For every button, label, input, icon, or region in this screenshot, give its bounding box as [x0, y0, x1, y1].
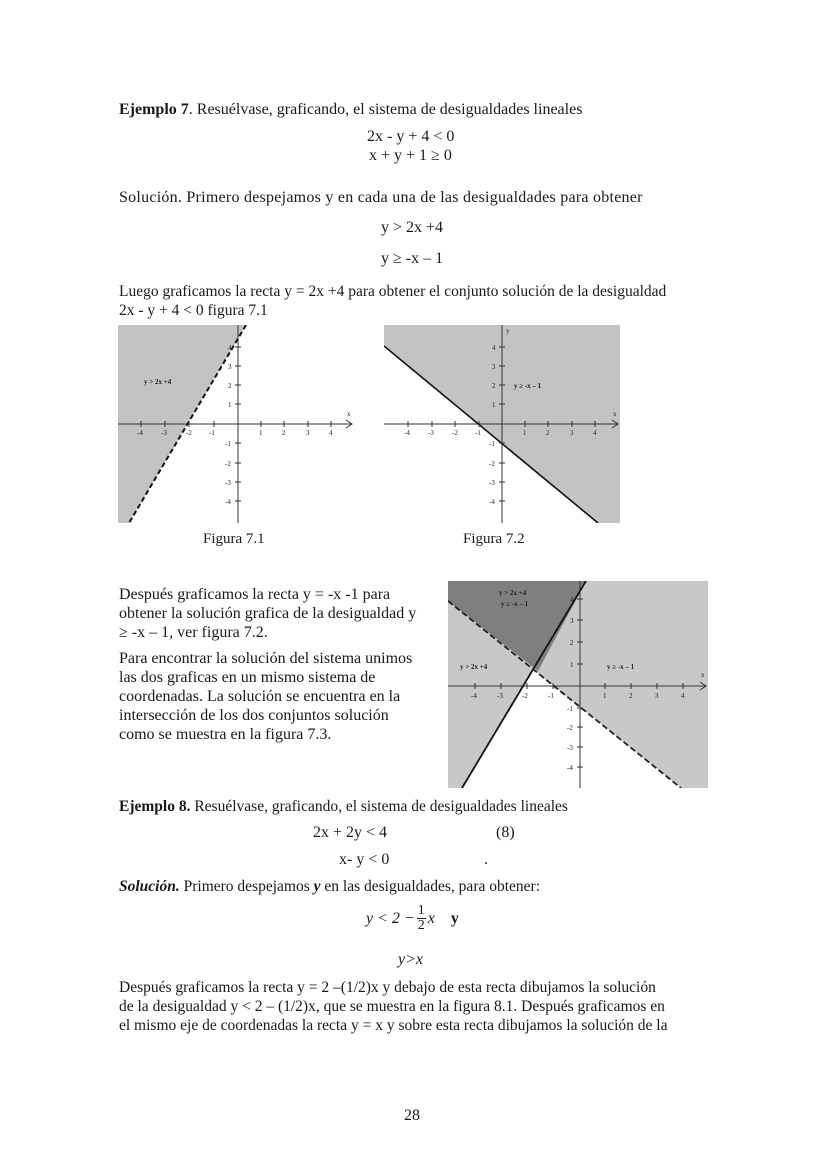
svg-text:-4: -4: [225, 498, 231, 506]
svg-text:4: 4: [228, 344, 232, 352]
svg-text:4: 4: [681, 692, 685, 700]
svg-text:x: x: [701, 671, 705, 679]
svg-text:-1: -1: [475, 429, 481, 437]
figure-7-3-graph: [448, 581, 708, 788]
svg-text:y: y: [506, 327, 510, 335]
svg-text:4: 4: [570, 596, 574, 604]
svg-text:2: 2: [570, 639, 574, 647]
svg-text:-1: -1: [567, 705, 573, 713]
svg-text:-2: -2: [489, 460, 495, 468]
example8-eq-1: 2x + 2y < 4: [313, 824, 388, 841]
svg-text:2: 2: [629, 692, 633, 700]
svg-text:2: 2: [282, 429, 286, 437]
region-label: y > 2x +4: [144, 378, 172, 386]
svg-text:-4: -4: [137, 429, 143, 437]
example8-solution-intro: Solución. Primero despejamos y en las desigualdades, para obtener:: [119, 878, 541, 895]
svg-text:3: 3: [228, 363, 232, 371]
figure-7-2-graph: [384, 325, 620, 523]
conjunction: y: [450, 910, 459, 927]
svg-text:4: 4: [492, 344, 496, 352]
svg-text:x: x: [613, 410, 617, 418]
solution-label: Solución.: [119, 878, 180, 895]
label-right: y ≥ -x – 1: [607, 663, 635, 671]
system-eq-2: x + y + 1 ≥ 0: [369, 147, 452, 164]
example8-eq-2: x- y < 0: [339, 851, 390, 868]
svg-text:-2: -2: [452, 429, 458, 437]
example7-intro: . Resuélvase, graficando, el sistema de desigualdades lineales: [188, 101, 583, 118]
svg-text:-3: -3: [489, 479, 495, 487]
svg-text:1: 1: [228, 401, 232, 409]
svg-text:-4: -4: [471, 692, 477, 700]
svg-text:4: 4: [593, 429, 597, 437]
svg-text:-1: -1: [225, 440, 231, 448]
svg-text:1: 1: [492, 401, 496, 409]
svg-text:1: 1: [259, 429, 263, 437]
svg-text:-3: -3: [161, 429, 167, 437]
page-number: 28: [404, 1107, 420, 1124]
svg-text:-1: -1: [209, 429, 215, 437]
svg-text:3: 3: [492, 363, 496, 371]
example7-label: Ejemplo 7: [119, 101, 189, 118]
svg-text:-4: -4: [404, 429, 410, 437]
inequality-1: y < 2 − $\frac{1}{2}$ x y: [366, 903, 459, 933]
svg-text:-1: -1: [548, 692, 554, 700]
svg-text:2: 2: [492, 382, 496, 390]
example8-heading: [119, 797, 568, 816]
example7-heading: [119, 100, 582, 119]
inequality-2: y>x: [398, 951, 423, 968]
svg-text:1: 1: [523, 429, 527, 437]
svg-text:3: 3: [570, 429, 574, 437]
paragraph-2: Después graficamos la recta y = -x -1 para obtener la solución grafica de la desigualdad y ≥ -x – 1, ver figura 7.2.: [119, 586, 417, 641]
svg-text:2: 2: [546, 429, 550, 437]
svg-text:-4: -4: [567, 764, 573, 772]
svg-text:-3: -3: [567, 744, 573, 752]
svg-text:-2: -2: [186, 429, 192, 437]
figure-7-1-graph: [118, 325, 354, 523]
system-eq-1: 2x - y + 4 < 0: [367, 128, 455, 145]
svg-text:-2: -2: [225, 460, 231, 468]
example8-intro: Resuélvase, graficando, el sistema de desigualdades lineales: [190, 798, 568, 815]
figure-7-2-caption: Figura 7.2: [463, 531, 525, 547]
svg-text:3: 3: [570, 617, 574, 625]
svg-text:-1: -1: [489, 440, 495, 448]
stray-dot: .: [484, 851, 488, 868]
label-both-2: y ≥ -x – 1: [501, 600, 529, 608]
label-left: y > 2x +4: [460, 663, 488, 671]
svg-text:x: x: [347, 410, 351, 418]
svg-text:-3: -3: [497, 692, 503, 700]
region-label: y ≥ -x – 1: [514, 382, 542, 390]
paragraph-3: Para encontrar la solución del sistema unimos las dos graficas en un mismo sistema de coordenadas. La solución se encuentra en la intersección de los dos conjuntos solución como se muestra en la figura 7.3.: [119, 650, 413, 743]
svg-text:-3: -3: [428, 429, 434, 437]
solved-eq-1: y > 2x +4: [381, 219, 444, 236]
svg-text:-4: -4: [489, 498, 495, 506]
svg-text:3: 3: [306, 429, 310, 437]
solution-intro: Solución. Primero despejamos y en cada una de las desigualdades para obtener: [119, 189, 643, 206]
svg-text:1: 1: [570, 661, 574, 669]
fraction: $\frac{1}{2}$: [417, 903, 425, 933]
solved-eq-2: y ≥ -x – 1: [381, 250, 444, 267]
svg-text:-3: -3: [225, 479, 231, 487]
svg-text:4: 4: [329, 429, 333, 437]
example8-paragraph: Después graficamos la recta y = 2 –(1/2)x y debajo de esta recta dibujamos la solución de la desigualdad y < 2 – (1/2)x, que se muestra en la figura 8.1. Después graficamos en el mismo eje de coordenadas la recta y = x y sobre esta recta dibujamos la solución de la: [119, 979, 668, 1034]
svg-text:2: 2: [228, 382, 232, 390]
paragraph-1-line-2: 2x - y + 4 < 0 figura 7.1: [119, 302, 268, 319]
svg-text:-2: -2: [522, 692, 528, 700]
figure-7-1-caption: Figura 7.1: [203, 531, 265, 547]
svg-text:3: 3: [655, 692, 659, 700]
paragraph-1-line-1: Luego graficamos la recta y = 2x +4 para obtener el conjunto solución de la desigualdad: [119, 283, 667, 300]
svg-text:-2: -2: [567, 724, 573, 732]
svg-text:1: 1: [603, 692, 607, 700]
example8-label: Ejemplo 8.: [119, 798, 191, 815]
equation-number: (8): [496, 824, 515, 841]
label-both-1: y > 2x +4: [499, 589, 527, 597]
